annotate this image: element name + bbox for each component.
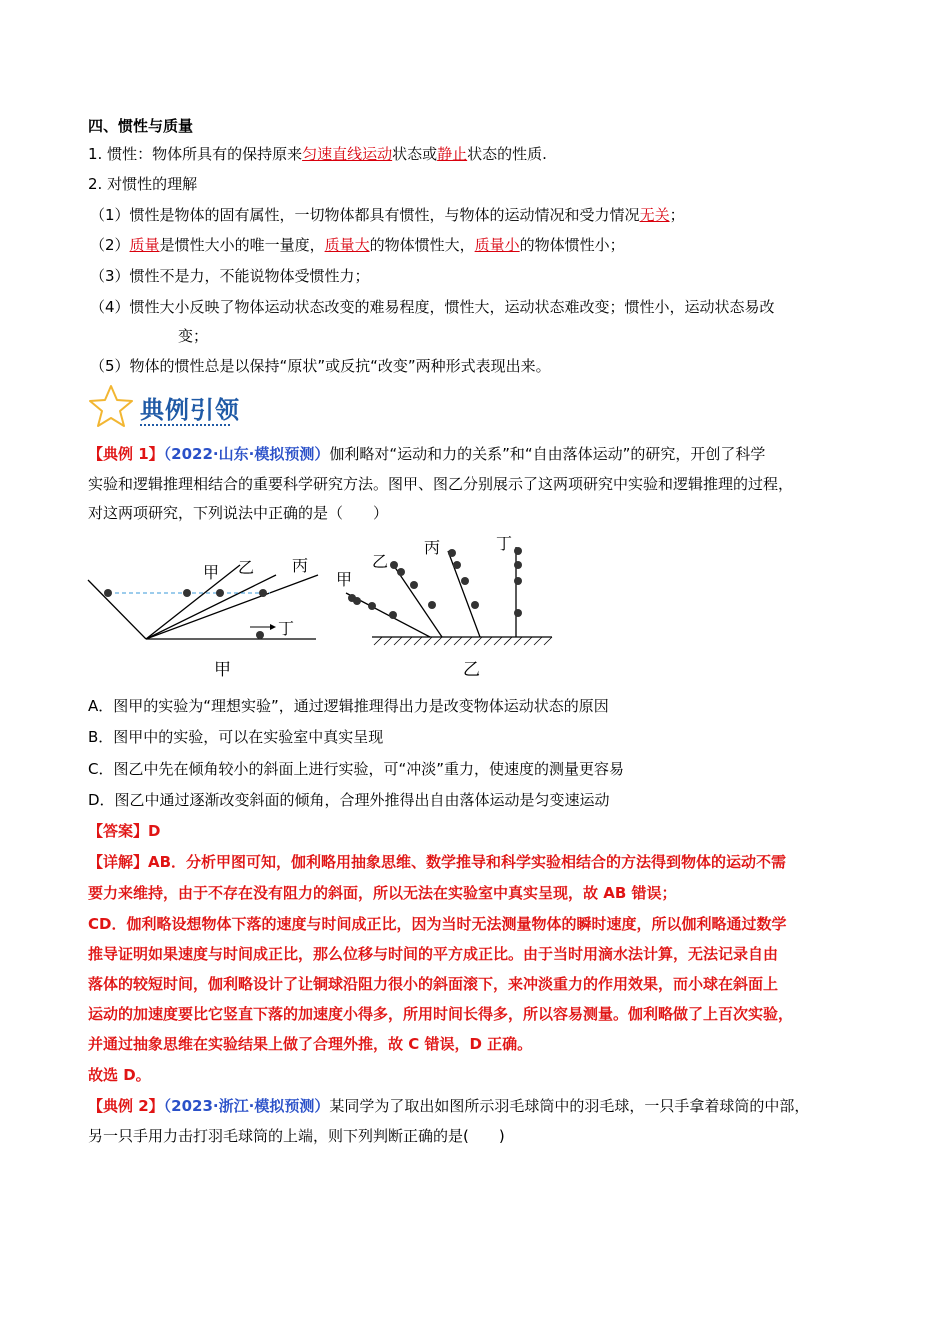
label-yi: 乙 [238,558,255,577]
option-c: C．图乙中先在倾角较小的斜面上进行实验，可“冲淡”重力，使速度的测量更容易 [88,760,625,778]
label-ding-right: 丁 [496,535,513,553]
text-span: ； [669,206,685,224]
answer-blank: 质量 [129,236,160,254]
text-span: （1）惯性是物体的固有属性，一切物体都具有惯性，与物体的运动情况和受力情况 [90,206,640,224]
understanding-item-5: （5）物体的惯性总是以保持“原状”或反抗“改变”两种形式表现出来。 [90,357,551,375]
example-source: （2023·浙江·模拟预测） [163,1097,330,1115]
understanding-item-3: （3）惯性不是力，不能说物体受惯性力； [90,267,370,285]
answer-blank: 质量大 [324,236,370,254]
label-ding: 丁 [278,619,295,638]
answer-blank: 静止 [437,145,468,163]
understanding-item-4-cont: 变； [178,327,209,345]
option-d: D．图乙中通过逐渐改变斜面的倾角，合理外推得出自由落体运动是匀变速运动 [88,791,610,809]
example2-question-line1 [88,1096,863,1116]
detail-line: CD．伽利略设想物体下落的速度与时间成正比，因为当时无法测量物体的瞬时速度，所以伽利略通过数学 [88,915,787,933]
option-a: A．图甲的实验为“理想实验”，通过逻辑推理得出力是改变物体运动状态的原因 [88,697,609,715]
detail-line: 并通过抽象思维在实验结果上做了合理外推，故 C 错误，D 正确。 [88,1035,533,1053]
text-span: 的物体惯性大， [369,236,475,254]
detail-line [88,852,863,872]
text-span: 伽利略对“运动和力的关系”和“自由落体运动”的研究，开创了科学 [329,445,766,463]
text-span: 【详解】AB．分析甲图可知，伽利略用抽象思维、数学推导和科学实验相结合的方法得到物体的运动不需 [88,853,787,871]
text-span: 状态或 [392,145,438,163]
label-bing: 丙 [292,556,309,575]
text-span: 1. 惯性：物体所具有的保持原来 [88,145,303,163]
galileo-experiment-figure [80,535,570,690]
detail-line: 要力来维持，由于不存在没有阻力的斜面，所以无法在实验室中真实呈现，故 AB 错误； [88,884,677,902]
inertia-definition [88,144,863,164]
inclined-plane-diagram [88,556,318,680]
label-jia: 甲 [203,563,220,582]
example1-question-line2: 实验和逻辑推理相结合的重要科学研究方法。图甲、图乙分别展示了这两项研究中实验和逻辑推理的过程， [88,475,794,493]
text-span: 是惯性大小的唯一量度， [159,236,325,254]
detail-line: 推导证明如果速度与时间成正比，那么位移与时间的平方成正比。由于当时用滴水法计算，无法记录自由 [88,945,779,963]
star-outline-icon [88,384,134,428]
answer-blank: 质量小 [474,236,520,254]
example2-question-line2: 另一只手用力击打羽毛球筒的上端，则下列判断正确的是( ) [88,1127,505,1145]
section-heading: 四、惯性与质量 [88,117,194,135]
label-bing-right: 丙 [424,538,441,557]
label-yi-right: 乙 [372,552,389,571]
example1-question-line1 [88,444,863,464]
example-label: 【典例 1】 [88,445,164,463]
banner-underline [140,424,230,426]
answer: 【答案】D [88,822,161,840]
inertia-understanding-heading: 2. 对惯性的理解 [88,175,198,193]
label-jia-right: 甲 [336,570,353,589]
understanding-item-1 [90,205,865,225]
understanding-item-4: （4）惯性大小反映了物体运动状态改变的难易程度，惯性大，运动状态难改变；惯性小，运动状态易改 [90,298,775,316]
detail-line: 运动的加速度要比它竖直下落的加速度小得多，所用时间长得多，所以容易测量。伽利略做了上百次实验， [88,1005,794,1023]
example-label: 【典例 2】 [88,1097,164,1115]
text-span: 某同学为了取出如图所示羽毛球筒中的羽毛球，一只手拿着球筒的中部， [329,1097,810,1115]
banner-title: 典例引领 [140,396,240,424]
answer-blank: 无关 [639,206,670,224]
detail-line: 落体的较短时间，伽利略设计了让铜球沿阻力很小的斜面滚下，来冲淡重力的作用效果，而小球在斜面上 [88,975,779,993]
answer-blank: 匀速直线运动 [302,145,393,163]
caption-jia: 甲 [214,660,231,680]
example1-question-line3: 对这两项研究，下列说法中正确的是（ ） [88,504,389,522]
text-span: 状态的性质. [467,145,547,163]
caption-yi: 乙 [463,660,480,680]
example-source: （2022·山东·模拟预测） [163,445,330,463]
text-span: 的物体惯性小； [519,236,625,254]
understanding-item-2 [90,235,865,255]
detail-line: 故选 D。 [88,1066,151,1084]
text-span: （2） [90,236,130,254]
free-fall-diagram [336,535,552,680]
option-b: B．图甲中的实验，可以在实验室中真实呈现 [88,728,384,746]
